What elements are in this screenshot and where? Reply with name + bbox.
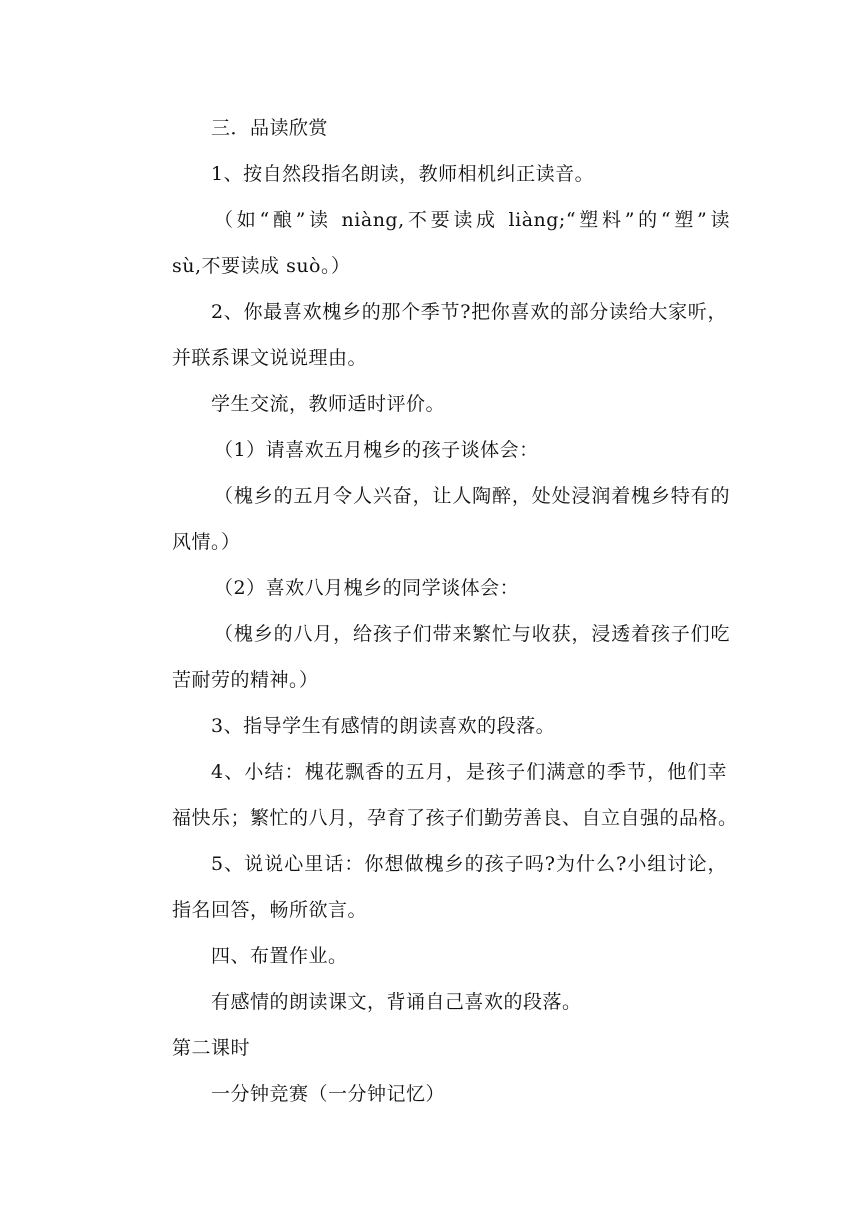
paragraph-line: 1、按自然段指名朗读，教师相机纠正读音。 [211, 163, 595, 185]
lesson-heading: 第二课时 [172, 1037, 251, 1059]
paragraph-line: （2）喜欢八月槐乡的同学谈体会： [214, 577, 520, 599]
paragraph-line: 苦耐劳的精神。） [172, 669, 319, 691]
paragraph-line: 3、指导学生有感情的朗读喜欢的段落。 [211, 715, 556, 737]
section-heading-reading-appreciation: 三．品读欣赏 [211, 117, 329, 139]
paragraph-line: （1）请喜欢五月槐乡的孩子谈体会： [214, 439, 539, 461]
paragraph-line: 5、说说心里话：你想做槐乡的孩子吗?为什么?小组讨论， [211, 853, 727, 875]
paragraph-line: （槐乡的五月令人兴奋，让人陶醉，处处浸润着槐乡特有的 [214, 485, 730, 507]
paragraph-line: 风情。） [172, 531, 241, 553]
paragraph-line: 有感情的朗读课文，背诵自己喜欢的段落。 [211, 991, 582, 1013]
paragraph-line: 一分钟竞赛（一分钟记忆） [211, 1083, 446, 1105]
paragraph-line: （槐乡的八月，给孩子们带来繁忙与收获，浸透着孩子们吃 [214, 623, 730, 645]
paragraph-line: 并联系课文说说理由。 [172, 347, 368, 369]
paragraph-line: 福快乐；繁忙的八月，孕育了孩子们勤劳善良、自立自强的品格。 [172, 807, 738, 829]
section-heading-homework: 四、布置作业。 [211, 945, 348, 967]
paragraph-line: 2、你最喜欢槐乡的那个季节?把你喜欢的部分读给大家听， [211, 301, 727, 323]
paragraph-line: 指名回答，畅所欲言。 [172, 899, 368, 921]
paragraph-line: 4、小结：槐花飘香的五月，是孩子们满意的季节，他们幸 [211, 761, 727, 783]
paragraph-line: （如“酿”读 niàng,不要读成 liàng;“塑料”的“塑”读 [214, 209, 730, 231]
paragraph-line: sù,不要读成 suò。） [172, 255, 351, 277]
paragraph-line: 学生交流，教师适时评价。 [211, 393, 446, 415]
